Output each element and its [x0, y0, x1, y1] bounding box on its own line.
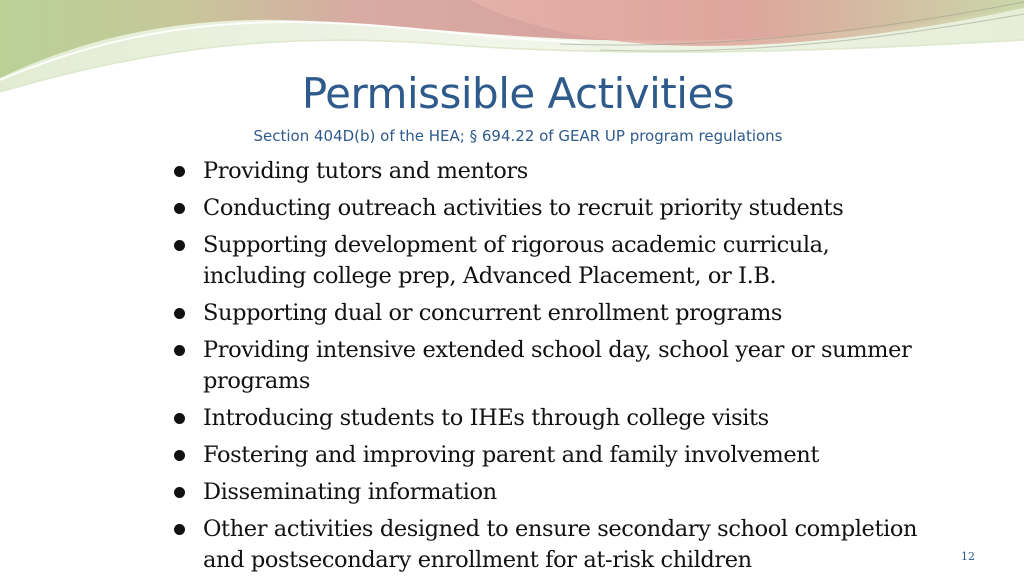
bullet-dot-icon: [174, 166, 185, 177]
list-item: [172, 193, 932, 224]
list-item-text: Conducting outreach activities to recruit priority students: [203, 195, 844, 221]
list-item-text: Providing intensive extended school day, school year or summer programs: [203, 337, 912, 394]
bullet-dot-icon: [174, 240, 185, 251]
list-item-text: Fostering and improving parent and family involvement: [203, 442, 819, 468]
slide-subtitle: Section 404D(b) of the HEA; § 694.22 of GEAR UP program regulations: [253, 127, 783, 145]
list-item-text: Introducing students to IHEs through college visits: [203, 405, 769, 431]
bullet-dot-icon: [174, 487, 185, 498]
list-item: [172, 335, 932, 397]
list-item: [172, 298, 932, 329]
bullet-dot-icon: [174, 203, 185, 214]
bullet-dot-icon: [174, 308, 185, 319]
list-item: [172, 156, 932, 187]
list-item: [172, 514, 932, 576]
list-item: [172, 230, 932, 292]
list-item: [172, 403, 932, 434]
list-item-text: Supporting development of rigorous academic curricula, including college prep, Advanced Placement, or I.B.: [203, 232, 830, 289]
list-item-text: Supporting dual or concurrent enrollment programs: [203, 300, 783, 326]
bullet-dot-icon: [174, 524, 185, 535]
activities-list: [172, 156, 932, 576]
list-item: [172, 477, 932, 508]
page-number: 12: [961, 550, 975, 563]
list-item-text: Providing tutors and mentors: [203, 158, 528, 184]
slide-title: Permissible Activities: [301, 69, 735, 118]
bullet-dot-icon: [174, 345, 185, 356]
list-item: [172, 440, 932, 471]
list-item-text: Disseminating information: [203, 479, 497, 505]
bullet-dot-icon: [174, 450, 185, 461]
list-item-text: Other activities designed to ensure secondary school completion and postsecondary enrollment for at-risk children: [203, 516, 918, 573]
bullet-dot-icon: [174, 413, 185, 424]
